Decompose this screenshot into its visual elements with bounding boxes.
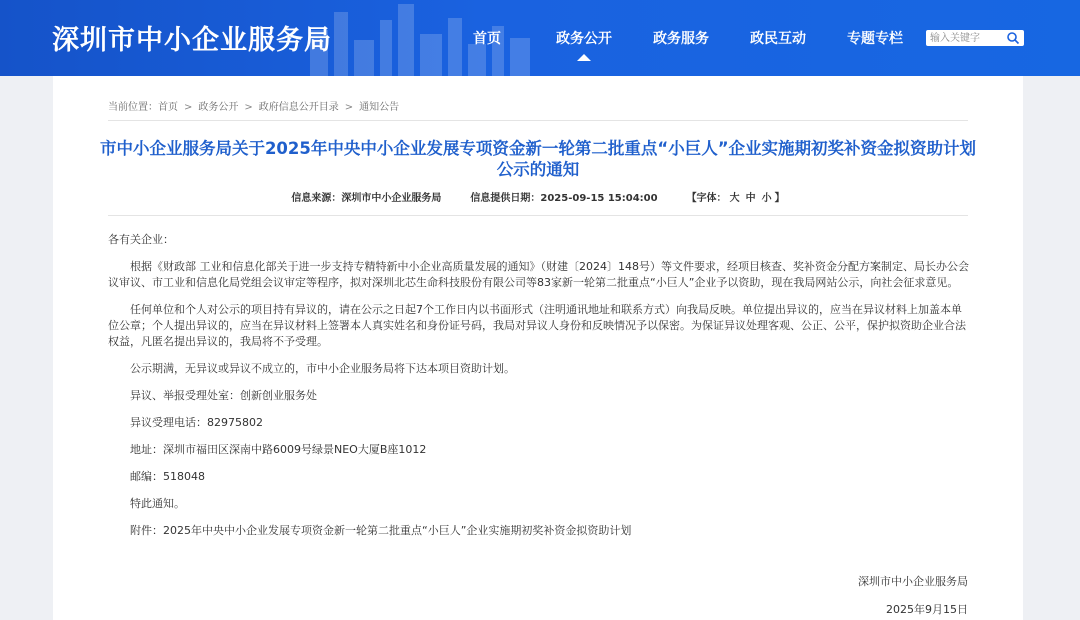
breadcrumb-info-directory[interactable]: 政府信息公开目录 xyxy=(258,102,339,113)
skyline-decoration xyxy=(300,0,560,76)
search-input[interactable] xyxy=(928,31,1006,45)
nav-item-government-affairs[interactable]: 政务公开 xyxy=(556,31,612,47)
font-size-label: 【字体： xyxy=(686,193,727,204)
signature: 深圳市中小企业服务局 xyxy=(858,575,968,588)
greeting: 各有关企业： xyxy=(108,233,174,246)
breadcrumb-notices[interactable]: 通知公告 xyxy=(359,102,400,113)
body-paragraph: 公示期满，无异议或异议不成立的，市中小企业服务局将下达本项目资助计划。 xyxy=(130,362,515,375)
objection-phone: 异议受理电话：82975802 xyxy=(130,416,263,429)
postal-code: 邮编：518048 xyxy=(130,470,205,483)
nav-item-special-topics[interactable]: 专题专栏 xyxy=(847,31,903,47)
body-paragraph: 根据《财政部 工业和信息化部关于进一步支持专精特新中小企业高质量发展的通知》（财建〔2024〕148号）等文件要求，经项目核查、奖补资金分配方案制定、局长办公会议审议、市工业和信息化局党组会议审定等程序，拟对深圳北芯生命科技股份有限公司等83家新一轮第二批重点“小巨人”企业予以资助，现在我局网站公示，向社会征求意见。 xyxy=(108,260,969,289)
breadcrumb-separator: > xyxy=(344,102,354,113)
objection-office: 异议、举报受理处室：创新创业服务处 xyxy=(130,389,317,402)
attachment-link[interactable]: 附件：2025年中央中小企业发展专项资金新一轮第二批重点“小巨人”企业实施期初奖补资金拟资助计划 xyxy=(130,524,632,537)
date-value: 2025-09-15 15:04:00 xyxy=(540,193,658,204)
nav-item-government-services[interactable]: 政务服务 xyxy=(653,31,709,47)
font-size-close: 】 xyxy=(774,193,785,204)
nav-active-indicator xyxy=(577,54,591,61)
breadcrumb-prefix: 当前位置： xyxy=(108,102,158,113)
breadcrumb-separator: > xyxy=(184,102,193,113)
article-meta xyxy=(53,189,1023,204)
date-label: 信息提供日期： xyxy=(470,193,541,204)
font-size-large[interactable]: 大 xyxy=(729,193,740,204)
search-box xyxy=(926,30,1024,46)
search-icon[interactable] xyxy=(1006,31,1020,45)
article-title: 市中小企业服务局关于2025年中央中小企业发展专项资金新一轮第二批重点“小巨人”企业实施期初奖补资金拟资助计划公示的通知 xyxy=(99,139,977,179)
font-size-medium[interactable]: 中 xyxy=(745,193,756,204)
site-header xyxy=(0,0,1080,76)
breadcrumb-government-affairs[interactable]: 政务公开 xyxy=(198,102,239,113)
font-size-small[interactable]: 小 xyxy=(761,193,772,204)
article-body xyxy=(108,232,970,550)
site-title[interactable]: 深圳市中小企业服务局 xyxy=(52,25,332,56)
sign-date: 2025年9月15日 xyxy=(886,603,968,616)
closing: 特此通知。 xyxy=(130,497,185,510)
breadcrumb-divider xyxy=(108,120,968,121)
source-label: 信息来源： xyxy=(291,193,342,204)
article-container xyxy=(53,76,1023,620)
address: 地址：深圳市福田区深南中路6009号绿景NEO大厦B座1012 xyxy=(130,443,427,456)
nav-item-home[interactable]: 首页 xyxy=(473,31,501,47)
meta-divider xyxy=(108,215,968,216)
breadcrumb-home[interactable]: 首页 xyxy=(158,102,178,113)
body-paragraph: 任何单位和个人对公示的项目持有异议的，请在公示之日起7个工作日内以书面形式（注明通讯地址和联系方式）向我局反映。单位提出异议的，应当在异议材料上加盖本单位公章；个人提出异议的，应当在异议材料上签署本人真实姓名和身份证号码，我局对异议人身份和反映情况予以保密。为保证异议处理客观、公正、公平，保护拟资助企业合法权益，凡匿名提出异议的，我局将不予受理。 xyxy=(108,303,966,348)
breadcrumb-separator: > xyxy=(244,102,253,113)
breadcrumb xyxy=(108,98,399,113)
nav-item-citizen-interaction[interactable]: 政民互动 xyxy=(750,31,806,47)
source-value: 深圳市中小企业服务局 xyxy=(341,193,442,204)
